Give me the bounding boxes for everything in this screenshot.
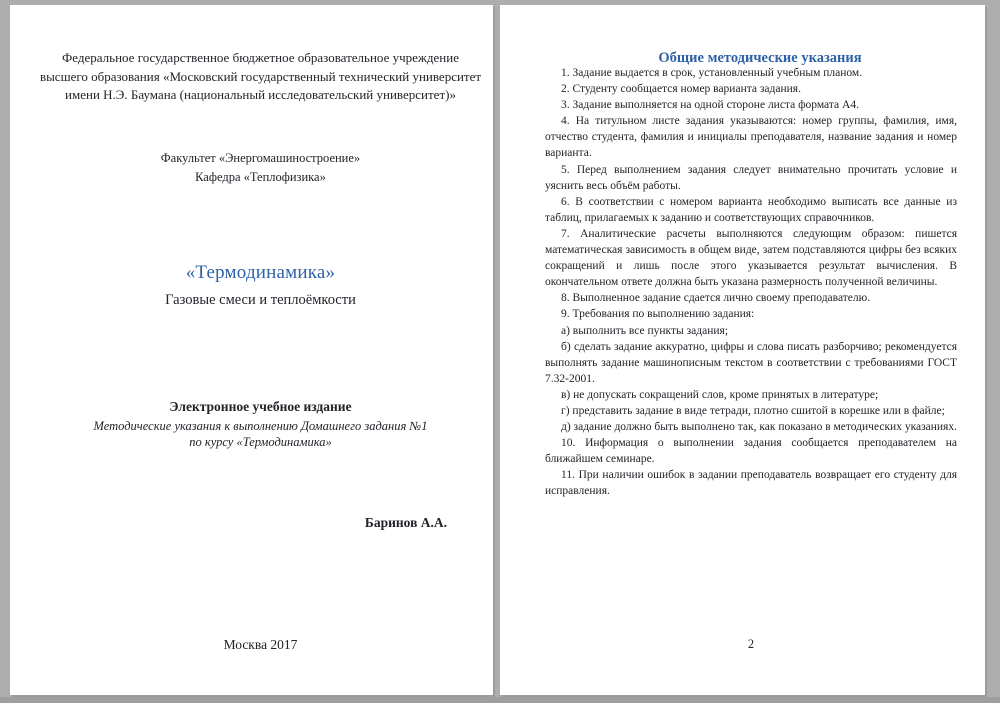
edition-type-label: Электронное учебное издание bbox=[169, 399, 352, 414]
institution-line: высшего образования «Московский государственный технический университет bbox=[39, 68, 482, 84]
faculty-department-block bbox=[32, 149, 489, 187]
methodics-list bbox=[545, 65, 957, 500]
edition-note-line: Методические указания к выполнению Домашнего задания №1 bbox=[93, 419, 428, 433]
methodics-item: 2. Студенту сообщается номер варианта задания. bbox=[561, 83, 801, 96]
methodics-item: 11. При наличии ошибок в задании преподаватель возвращает его студенту для исправления. bbox=[545, 469, 957, 498]
methodics-item: 5. Перед выполнением задания следует внимательно прочитать условие и уяснить весь объём работы. bbox=[545, 163, 957, 192]
methodics-item: 3. Задание выполняется на одной стороне листа формата А4. bbox=[561, 99, 859, 112]
methodics-item: д) задание должно быть выполнено так, как показано в методических указаниях. bbox=[561, 421, 957, 434]
department-name: Кафедра «Теплофизика» bbox=[195, 170, 326, 184]
methodics-item: 6. В соответствии с номером варианта необходимо выписать все данные из таблиц, прилагаемых к заданию и соответствующих справочников. bbox=[545, 195, 957, 224]
faculty-name: Факультет «Энергомашиностроение» bbox=[160, 151, 361, 165]
methodics-item: 4. На титульном листе задания указываются: номер группы, фамилия, имя, отчество студента, фамилия и инициалы преподавателя, название задания и номер варианта. bbox=[545, 115, 957, 160]
methodics-item: г) представить задание в виде тетради, плотно сшитой в корешке или в файле; bbox=[561, 404, 945, 417]
methodics-item: а) выполнить все пункты задания; bbox=[561, 324, 729, 337]
institution-line: имени Н.Э. Баумана (национальный исследовательский университет)» bbox=[65, 87, 456, 102]
page-number: 2 bbox=[747, 637, 755, 651]
author-name: Баринов А.А. bbox=[364, 515, 447, 530]
methodics-item: 7. Аналитические расчеты выполняются следующим образом: пишется математическая зависимость в общем виде, затем подставляются цифры без всяких сокращений и лишь после этого указывается результат вычисления. В окончательном ответе должна быть указана размерность полученной величины. bbox=[545, 227, 957, 289]
institution-line: Федеральное государственное бюджетное образовательное учреждение bbox=[62, 50, 459, 65]
edition-note-line: по курсу «Термодинамика» bbox=[189, 434, 332, 449]
methodics-item: 10. Информация о выполнении задания сообщается преподавателем на ближайшем семинаре. bbox=[545, 437, 957, 466]
methodics-item: б) сделать задание аккуратно, цифры и слова писать разборчиво; рекомендуется выполнять задание машинописным текстом в соответствии с требованиями ГОСТ 7.32-2001. bbox=[545, 340, 957, 385]
viewer-bottom-edge bbox=[0, 697, 1000, 703]
section-heading: Общие методические указания bbox=[658, 50, 862, 66]
methodics-item: 1. Задание выдается в срок, установленный учебным планом. bbox=[561, 67, 863, 79]
document-title: «Термодинамика» bbox=[185, 262, 336, 283]
imprint-city-year: Москва 2017 bbox=[223, 637, 298, 652]
methodics-item: 8. Выполненное задание сдается лично своему преподавателю. bbox=[561, 292, 871, 305]
title-page bbox=[10, 5, 493, 695]
methodics-page bbox=[500, 5, 985, 695]
document-subtitle: Газовые смеси и теплоёмкости bbox=[165, 292, 356, 308]
institution-name bbox=[32, 49, 489, 105]
methodics-item: 9. Требования по выполнению задания: bbox=[561, 308, 755, 321]
methodics-item: в) не допускать сокращений слов, кроме принятых в литературе; bbox=[561, 388, 879, 401]
edition-note bbox=[32, 419, 489, 450]
